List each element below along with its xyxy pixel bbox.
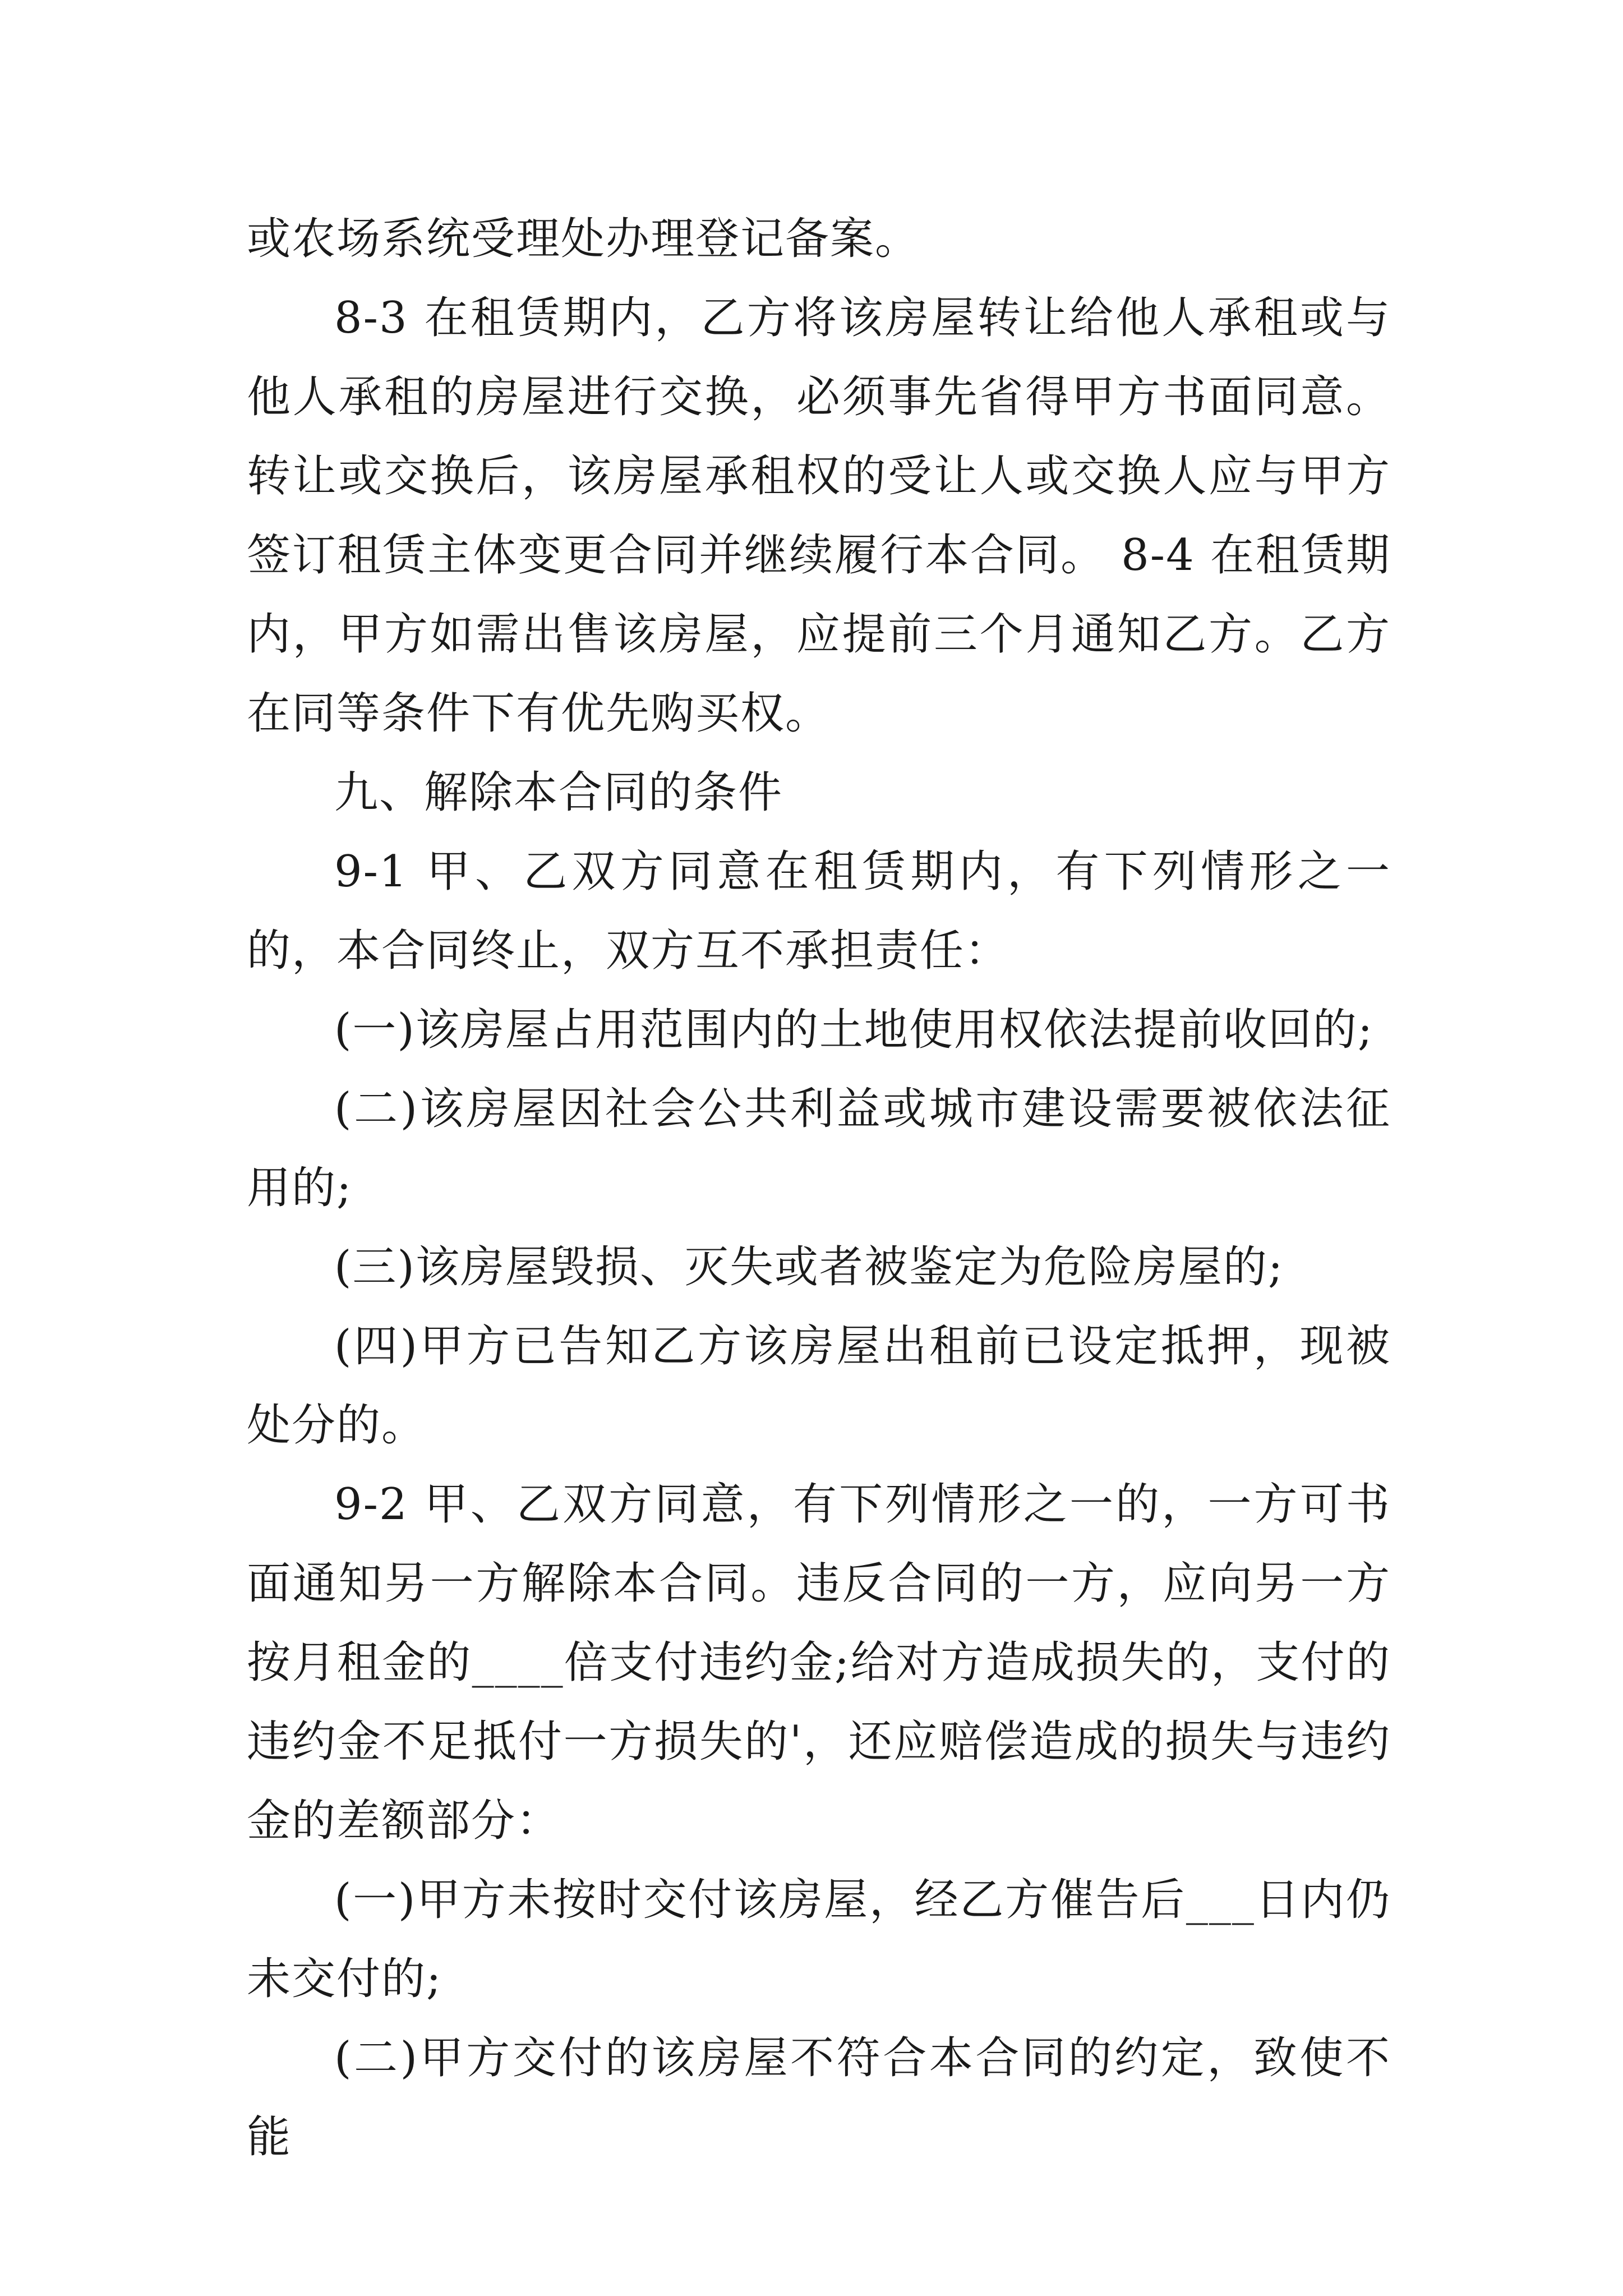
list-item-9-2-1: (一)甲方未按时交付该房屋，经乙方催告后___日内仍未交付的; <box>247 1875 1391 2004</box>
paragraph-clause-8-3: 8-3 在租赁期内，乙方将该房屋转让给他人承租或与他人承租的房屋进行交换，必须事先省得甲方书面同意。转让或交换后，该房屋承租权的受让人或交换人应与甲方签订租赁主体变更合同并继续履行本合同。 8-4 在租赁期内，甲方如需出售该房屋，应提前三个月通知乙方。乙方在同等条件下有优先购买权。 <box>247 293 1391 739</box>
list-item-9-1-3: (三)该房屋毁损、灭失或者被鉴定为危险房屋的; <box>334 1242 1284 1292</box>
list-item-9-2-2: (二)甲方交付的该房屋不符合本合同的约定，致使不能 <box>247 2033 1391 2162</box>
list-item-9-1-1: (一)该房屋占用范围内的土地使用权依法提前收回的; <box>334 1005 1374 1055</box>
list-item-9-1-2: (二)该房屋因社会公共利益或城市建设需要被依法征用的; <box>247 1084 1391 1213</box>
paragraph-clause-9-2: 9-2 甲、乙双方同意，有下列情形之一的，一方可书面通知另一方解除本合同。违反合同的一方，应向另一方按月租金的____倍支付违约金;给对方造成损失的，支付的违约金不足抵付一方损失的'，还应赔偿造成的损失与违约金的差额部分： <box>247 1479 1391 1846</box>
section-heading-9: 九、解除本合同的条件 <box>334 767 783 818</box>
paragraph-clause-9-1: 9-1 甲、乙双方同意在租赁期内，有下列情形之一的，本合同终止，双方互不承担责任： <box>247 846 1391 976</box>
paragraph-continuation: 或农场系统受理处办理登记备案。 <box>247 214 920 264</box>
list-item-9-1-4: (四)甲方已告知乙方该房屋出租前已设定抵押，现被处分的。 <box>247 1321 1391 1451</box>
document-body <box>247 200 1391 2177</box>
